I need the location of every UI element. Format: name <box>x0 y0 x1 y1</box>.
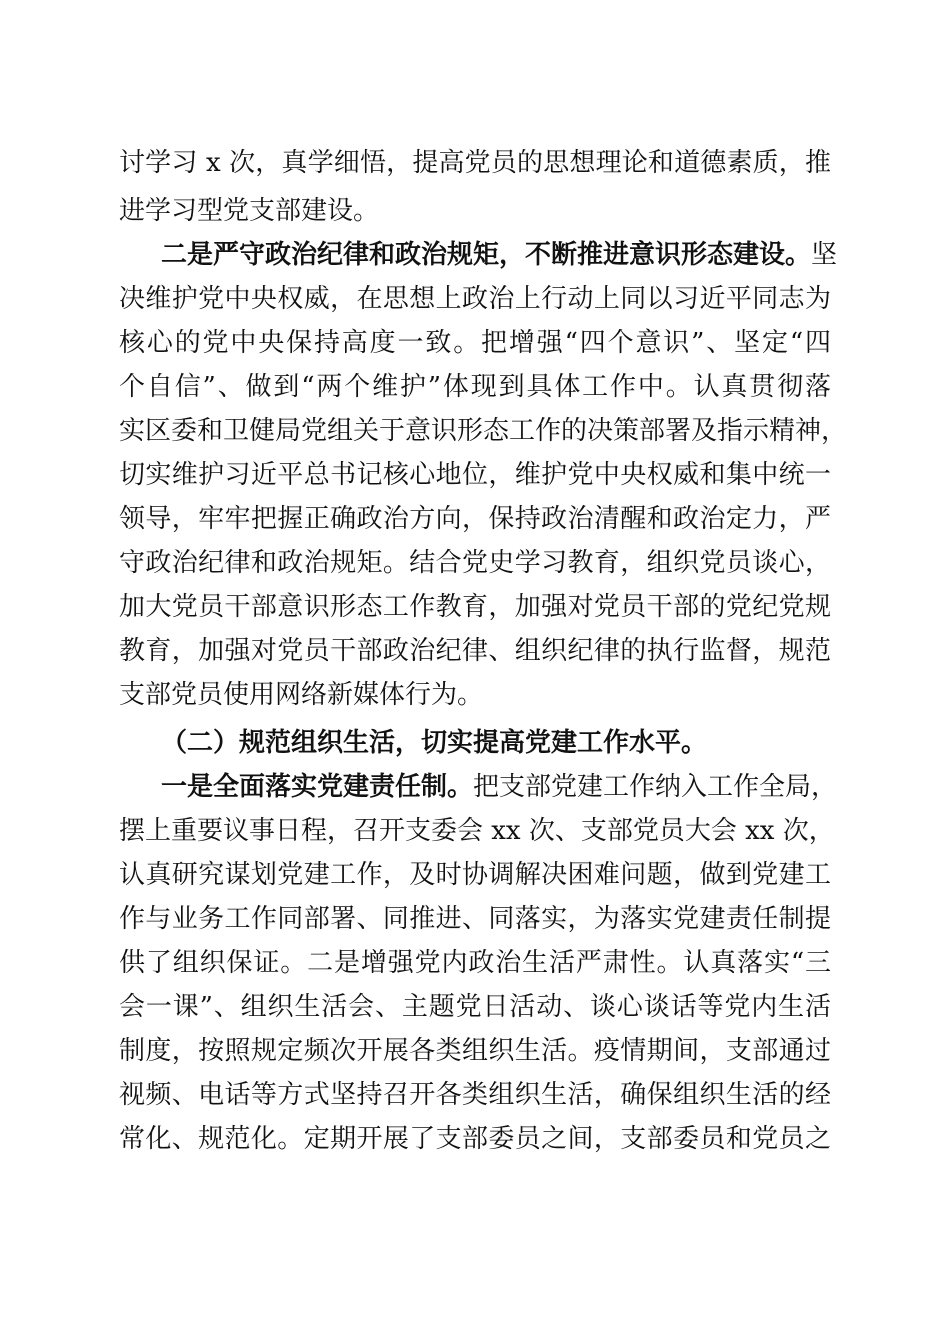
text-line-18: 作与业务工作同部署、同推进、同落实，为落实党建责任制提 <box>119 904 831 934</box>
text-line-3-tail: 坚 <box>811 240 838 270</box>
text-line-5: 核心的党中央保持高度一致。把增强“四个意识”、坚定“四 <box>119 328 831 358</box>
text-line-20: 会一课”、组织生活会、主题党日活动、谈心谈话等党内生活 <box>119 992 831 1022</box>
text-line-15-tail: 把支部党建工作纳入工作全局， <box>473 772 838 802</box>
text-line-4: 决维护党中央权威，在思想上政治上行动上同以习近平同志为 <box>119 284 831 314</box>
section-heading-2: （二）规范组织生活，切实提高党建工作水平。 <box>161 728 708 758</box>
text-line-9: 领导，牢牢把握正确政治方向，保持政治清醒和政治定力，严 <box>119 504 831 534</box>
paragraph-heading-2: 二是严守政治纪律和政治规矩，不断推进意识形态建设。 <box>161 240 812 270</box>
paragraph-heading-1: 一是全面落实党建责任制。 <box>161 772 474 802</box>
text-line-21: 制度，按照规定频次开展各类组织生活。疫情期间，支部通过 <box>119 1036 831 1066</box>
text-line-3 <box>161 231 838 279</box>
text-line-23: 常化、规范化。定期开展了支部委员之间，支部委员和党员之 <box>119 1124 831 1154</box>
text-line-11: 加大党员干部意识形态工作教育，加强对党员干部的党纪党规 <box>119 592 831 622</box>
text-line-6: 个自信”、做到“两个维护”体现到具体工作中。认真贯彻落 <box>119 372 831 402</box>
text-line-10: 守政治纪律和政治规矩。结合党史学习教育，组织党员谈心， <box>119 548 831 578</box>
text-line-7: 实区委和卫健局党组关于意识形态工作的决策部署及指示精神， <box>119 416 848 446</box>
text-line-1: 讨学习 x 次，真学细悟，提高党员的思想理论和道德素质，推 <box>119 148 831 178</box>
text-line-17: 认真研究谋划党建工作，及时协调解决困难问题，做到党建工 <box>119 860 831 890</box>
text-line-19: 供了组织保证。二是增强党内政治生活严肃性。认真落实“三 <box>119 948 831 978</box>
text-line-8: 切实维护习近平总书记核心地位，维护党中央权威和集中统一 <box>119 460 831 490</box>
text-line-13: 支部党员使用网络新媒体行为。 <box>119 680 484 710</box>
text-line-12: 教育，加强对党员干部政治纪律、组织纪律的执行监督，规范 <box>119 636 831 666</box>
text-line-22: 视频、电话等方式坚持召开各类组织生活，确保组织生活的经 <box>119 1080 831 1110</box>
text-line-2: 进学习型党支部建设。 <box>119 196 380 226</box>
text-line-16: 摆上重要议事日程，召开支委会 xx 次、支部党员大会 xx 次， <box>119 816 835 846</box>
text-line-15 <box>161 763 838 811</box>
